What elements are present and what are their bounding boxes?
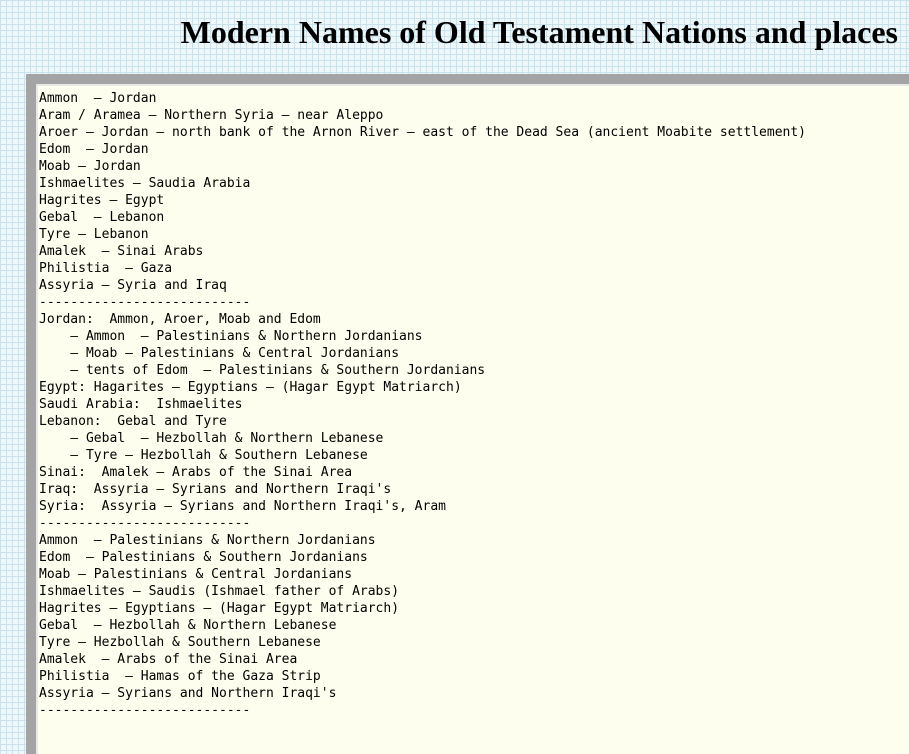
text-line: Edom – Jordan (39, 142, 149, 157)
text-line: Saudi Arabia: Ishmaelites (39, 397, 243, 412)
text-line: Hagrites – Egyptians – (Hagar Egypt Matriarch) (39, 601, 400, 616)
text-line: Philistia – Hamas of the Gaza Strip (39, 669, 321, 684)
separator-line: --------------------------- (39, 703, 251, 718)
text-line: Amalek – Sinai Arabs (39, 244, 204, 259)
text-line: Sinai: Amalek – Arabs of the Sinai Area (39, 465, 353, 480)
text-line: Ammon – Jordan (39, 91, 157, 106)
text-line: Ishmaelites – Saudia Arabia (39, 176, 251, 191)
text-line: Aram / Aramea – Northern Syria – near Aleppo (39, 108, 384, 123)
text-line: Lebanon: Gebal and Tyre (39, 414, 227, 429)
text-line: Amalek – Arabs of the Sinai Area (39, 652, 298, 667)
text-line: Ishmaelites – Saudis (Ishmael father of Arabs) (39, 584, 400, 599)
text-line: Edom – Palestinians & Southern Jordanians (39, 550, 368, 565)
text-line: Aroer – Jordan – north bank of the Arnon River – east of the Dead Sea (ancient Moabite settlement) (39, 125, 807, 140)
text-line: Moab – Jordan (39, 159, 141, 174)
text-frame (26, 74, 909, 754)
text-line: Assyria – Syria and Iraq (39, 278, 227, 293)
text-line: Ammon – Palestinians & Northern Jordanians (39, 533, 376, 548)
separator-line: --------------------------- (39, 295, 251, 310)
text-line: Assyria – Syrians and Northern Iraqi's (39, 686, 337, 701)
text-line: Gebal – Hezbollah & Northern Lebanese (39, 618, 337, 633)
text-line: – Moab – Palestinians & Central Jordanians (39, 346, 400, 361)
text-line: Moab – Palestinians & Central Jordanians (39, 567, 353, 582)
text-line: Tyre – Hezbollah & Southern Lebanese (39, 635, 321, 650)
text-line: – tents of Edom – Palestinians & Southern Jordanians (39, 363, 486, 378)
text-line: – Gebal – Hezbollah & Northern Lebanese (39, 431, 384, 446)
separator-line: --------------------------- (39, 516, 251, 531)
text-line: – Ammon – Palestinians & Northern Jordanians (39, 329, 423, 344)
text-line: Iraq: Assyria – Syrians and Northern Iraqi's (39, 482, 392, 497)
text-line: Gebal – Lebanon (39, 210, 165, 225)
text-line: Hagrites – Egypt (39, 193, 165, 208)
text-body (39, 90, 806, 719)
text-line: Egypt: Hagarites – Egyptians – (Hagar Egypt Matriarch) (39, 380, 462, 395)
text-line: Philistia – Gaza (39, 261, 173, 276)
text-line: Jordan: Ammon, Aroer, Moab and Edom (39, 312, 321, 327)
text-line: Syria: Assyria – Syrians and Northern Iraqi's, Aram (39, 499, 446, 514)
text-line: – Tyre – Hezbollah & Southern Lebanese (39, 448, 368, 463)
page-title: Modern Names of Old Testament Nations and places (180, 14, 898, 50)
text-line: Tyre – Lebanon (39, 227, 149, 242)
